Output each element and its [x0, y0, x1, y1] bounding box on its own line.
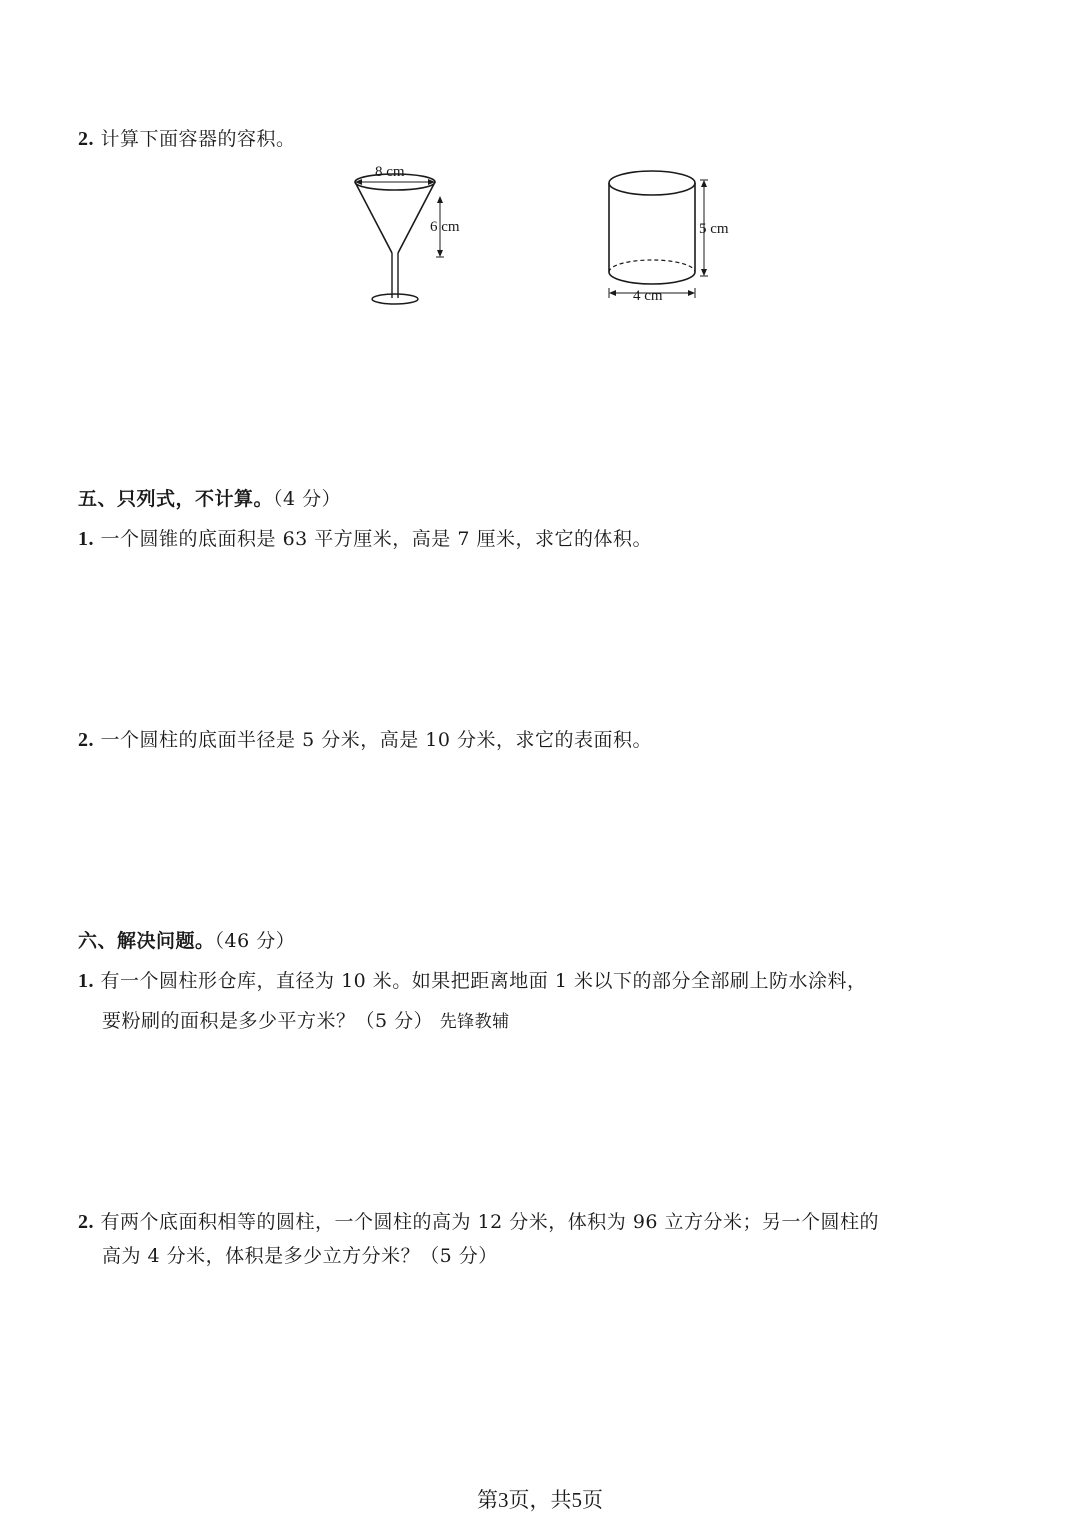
question-6-1-line-1: [78, 966, 866, 993]
cone-glass-figure: [340, 158, 480, 313]
cylinder-figure: [600, 160, 750, 305]
question-5-2: [78, 725, 652, 752]
question-5-1: [78, 524, 652, 551]
question-text: 有一个圆柱形仓库，直径为 10 米。如果把距离地面 1 米以下的部分全部刷上防水涂料，: [100, 970, 867, 992]
cone-height-label: 6 cm: [430, 219, 460, 235]
question-number: 1.: [78, 970, 94, 992]
section-title: 五、只列式，不计算。: [78, 488, 274, 510]
section-6-heading: [78, 926, 295, 953]
question-6-2-line-1: [78, 1207, 879, 1234]
question-6-2-line-2: [102, 1241, 498, 1268]
section-5-heading: [78, 484, 341, 511]
cone-diameter-label: 8 cm: [375, 164, 405, 180]
question-text: 一个圆柱的底面半径是 5 分米，高是 10 分米，求它的表面积。: [100, 729, 652, 751]
question-number: 2.: [78, 729, 94, 751]
section-title: 六、解决问题。: [78, 930, 215, 952]
section-score: （46 分）: [214, 930, 296, 952]
question-number: 2.: [78, 128, 94, 150]
question-number: 2.: [78, 1211, 94, 1233]
section-score: （4 分）: [273, 488, 342, 510]
question-text: 有两个底面积相等的圆柱，一个圆柱的高为 12 分米，体积为 96 立方分米；另一个圆柱的: [100, 1211, 880, 1233]
page-footer: 第3页，共5页: [477, 1488, 603, 1512]
cylinder-diameter-label: 4 cm: [633, 288, 663, 304]
question-4-2: [78, 124, 296, 151]
cylinder-height-label: 5 cm: [699, 221, 729, 237]
watermark-text: 先锋教辅: [439, 1012, 510, 1032]
question-text: 要粉刷的面积是多少平方米？（5 分）: [102, 1010, 434, 1032]
question-text: 计算下面容器的容积。: [100, 128, 296, 150]
question-text: 一个圆锥的底面积是 63 平方厘米，高是 7 厘米，求它的体积。: [100, 528, 652, 550]
question-6-1-line-2: [102, 1006, 510, 1033]
question-text: 高为 4 分米，体积是多少立方分米？（5 分）: [102, 1245, 498, 1267]
question-number: 1.: [78, 528, 94, 550]
